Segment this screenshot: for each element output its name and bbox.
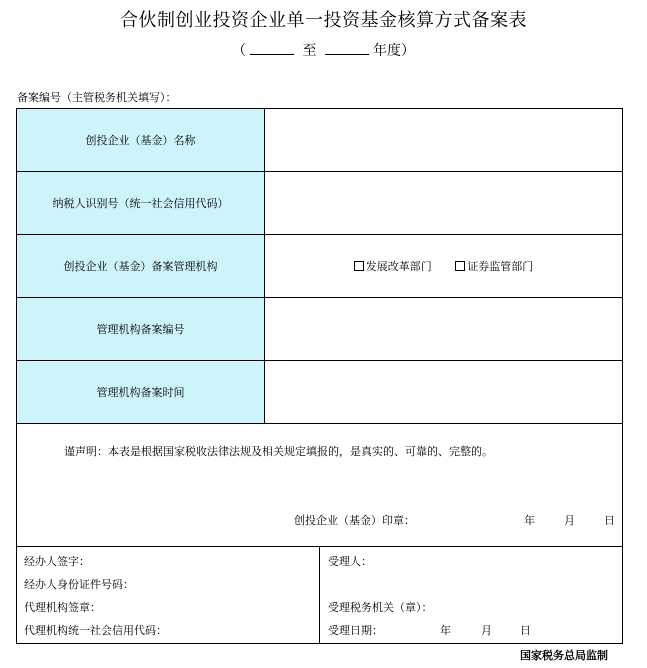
period-start-blank[interactable] xyxy=(250,42,294,55)
fund-name-field[interactable] xyxy=(265,109,623,172)
table-row xyxy=(17,172,623,235)
declaration-text: 谨声明：本表是根据国家税收法律法规及相关规定填报的，是真实的、可靠的、完整的。 xyxy=(64,445,493,458)
acceptor-label: 受理人： xyxy=(328,555,372,568)
option-label: 证券监管部门 xyxy=(467,260,534,273)
agency-filing-date-label: 管理机构备案时间 xyxy=(17,361,265,424)
agency-filing-date-field[interactable] xyxy=(265,361,623,424)
taxpayer-id-field[interactable] xyxy=(265,172,623,235)
form-title: 合伙制创业投资企业单一投资基金核算方式备案表 xyxy=(120,10,527,31)
period-year-end: 年度） xyxy=(372,43,415,59)
period-line xyxy=(0,40,647,60)
option-label: 发展改革部门 xyxy=(365,260,432,273)
option-securities-regulator[interactable] xyxy=(455,260,533,273)
filing-form-table xyxy=(16,108,623,644)
accept-date-label: 受理日期： xyxy=(328,624,383,637)
checkbox-icon[interactable] xyxy=(455,261,465,271)
agency-filing-number-field[interactable] xyxy=(265,298,623,361)
period-open: （ xyxy=(232,43,247,59)
signature-cell xyxy=(17,547,623,644)
agent-id-label: 经办人身份证件号码： xyxy=(24,578,134,591)
declaration-row xyxy=(17,424,623,547)
table-row xyxy=(17,361,623,424)
checkbox-icon[interactable] xyxy=(354,261,364,271)
tax-office-label: 受理税务机关（章）： xyxy=(328,601,433,614)
management-agency-label: 创投企业（基金）备案管理机构 xyxy=(17,235,265,298)
footer-supervision: 国家税务总局监制 xyxy=(520,649,608,662)
seal-label: 创投企业（基金）印章： xyxy=(294,514,415,527)
period-end-blank[interactable] xyxy=(325,42,369,55)
agency-credit-code-label: 代理机构统一社会信用代码： xyxy=(24,624,167,637)
column-divider xyxy=(319,547,320,643)
fund-name-label: 创投企业（基金）名称 xyxy=(17,109,265,172)
table-row xyxy=(17,109,623,172)
seal-day: 日 xyxy=(604,514,615,527)
accept-day: 日 xyxy=(520,624,531,637)
table-row xyxy=(17,235,623,298)
accept-year: 年 xyxy=(440,624,451,637)
agent-signature-label: 经办人签字： xyxy=(24,555,90,568)
agency-filing-number-label: 管理机构备案编号 xyxy=(17,298,265,361)
taxpayer-id-label: 纳税人识别号（统一社会信用代码） xyxy=(17,172,265,235)
table-row xyxy=(17,298,623,361)
seal-year: 年 xyxy=(524,514,535,527)
period-to: 至 xyxy=(302,43,317,59)
seal-month: 月 xyxy=(564,514,575,527)
management-agency-options xyxy=(265,235,623,298)
filing-number-label: 备案编号（主管税务机关填写）： xyxy=(17,91,177,104)
declaration-cell xyxy=(17,424,623,547)
signature-row xyxy=(17,547,623,644)
option-development-reform[interactable] xyxy=(354,260,432,273)
accept-month: 月 xyxy=(481,624,492,637)
agency-seal-label: 代理机构签章： xyxy=(24,601,101,614)
